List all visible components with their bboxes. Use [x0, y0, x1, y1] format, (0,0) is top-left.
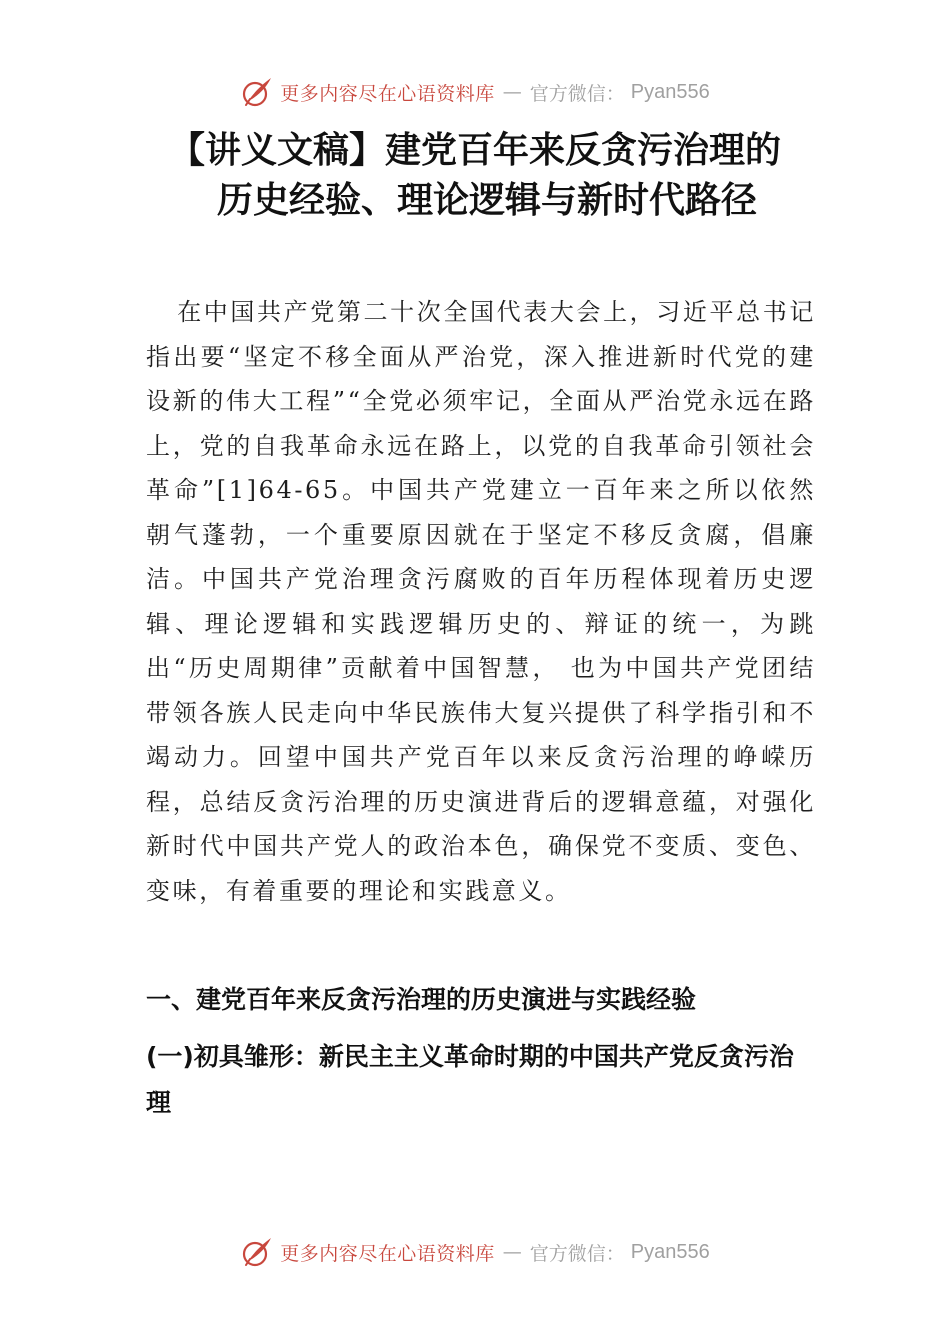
title-line-2: 历史经验、理论逻辑与新时代路径: [216, 180, 757, 221]
quill-logo-icon: [240, 1235, 274, 1269]
title-line-1: 【讲义文稿】建党百年来反贪污治理的: [168, 130, 781, 171]
header-separator: —: [502, 81, 522, 103]
header-wechat-label: 官方微信：: [529, 82, 625, 105]
section-heading-2: (一)初具雏形：新民主主义革命时期的中国共产党反贪污治理: [146, 1042, 794, 1117]
section-heading-1: 一、建党百年来反贪污治理的历史演进与实践经验: [146, 985, 697, 1014]
header-wechat-id: Pyan556: [630, 80, 710, 103]
footer-separator: —: [502, 1241, 522, 1263]
quill-logo-icon: [240, 75, 274, 109]
footer-wechat-id: Pyan556: [630, 1240, 710, 1263]
header-promo-text: 更多内容尽在心语资料库: [280, 82, 495, 105]
footer-promo-text: 更多内容尽在心语资料库: [280, 1242, 495, 1265]
header-banner: [0, 72, 950, 112]
footer-banner: [0, 1232, 950, 1272]
document-title: [0, 126, 950, 226]
footer-wechat-label: 官方微信：: [529, 1242, 625, 1265]
intro-paragraph: 在中国共产党第二十次全国代表大会上，习近平总书记指出要“坚定不移全面从严治党，深入推进新时代党的建设新的伟大工程”“全党必须牢记，全面从严治党永远在路上，党的自我革命永远在路上，以党的自我革命引领社会革命”[1]64-65。中国共产党建立一百年来之所以依然朝气蓬勃，一个重要原因就在于坚定不移反贪腐，倡廉洁。中国共产党治理贪污腐败的百年历程体现着历史逻辑、理论逻辑和实践逻辑历史的、辩证的统一，为跳出“历史周期律”贡献着中国智慧， 也为中国共产党团结带领各族人民走向中华民族伟大复兴提供了科学指引和不竭动力。回望中国共产党百年以来反贪污治理的峥嵘历程，总结反贪污治理的历史演进背后的逻辑意蕴，对强化新时代中国共产党人的政治本色，确保党不变质、变色、变味，有着重要的理论和实践意义。: [146, 298, 816, 905]
